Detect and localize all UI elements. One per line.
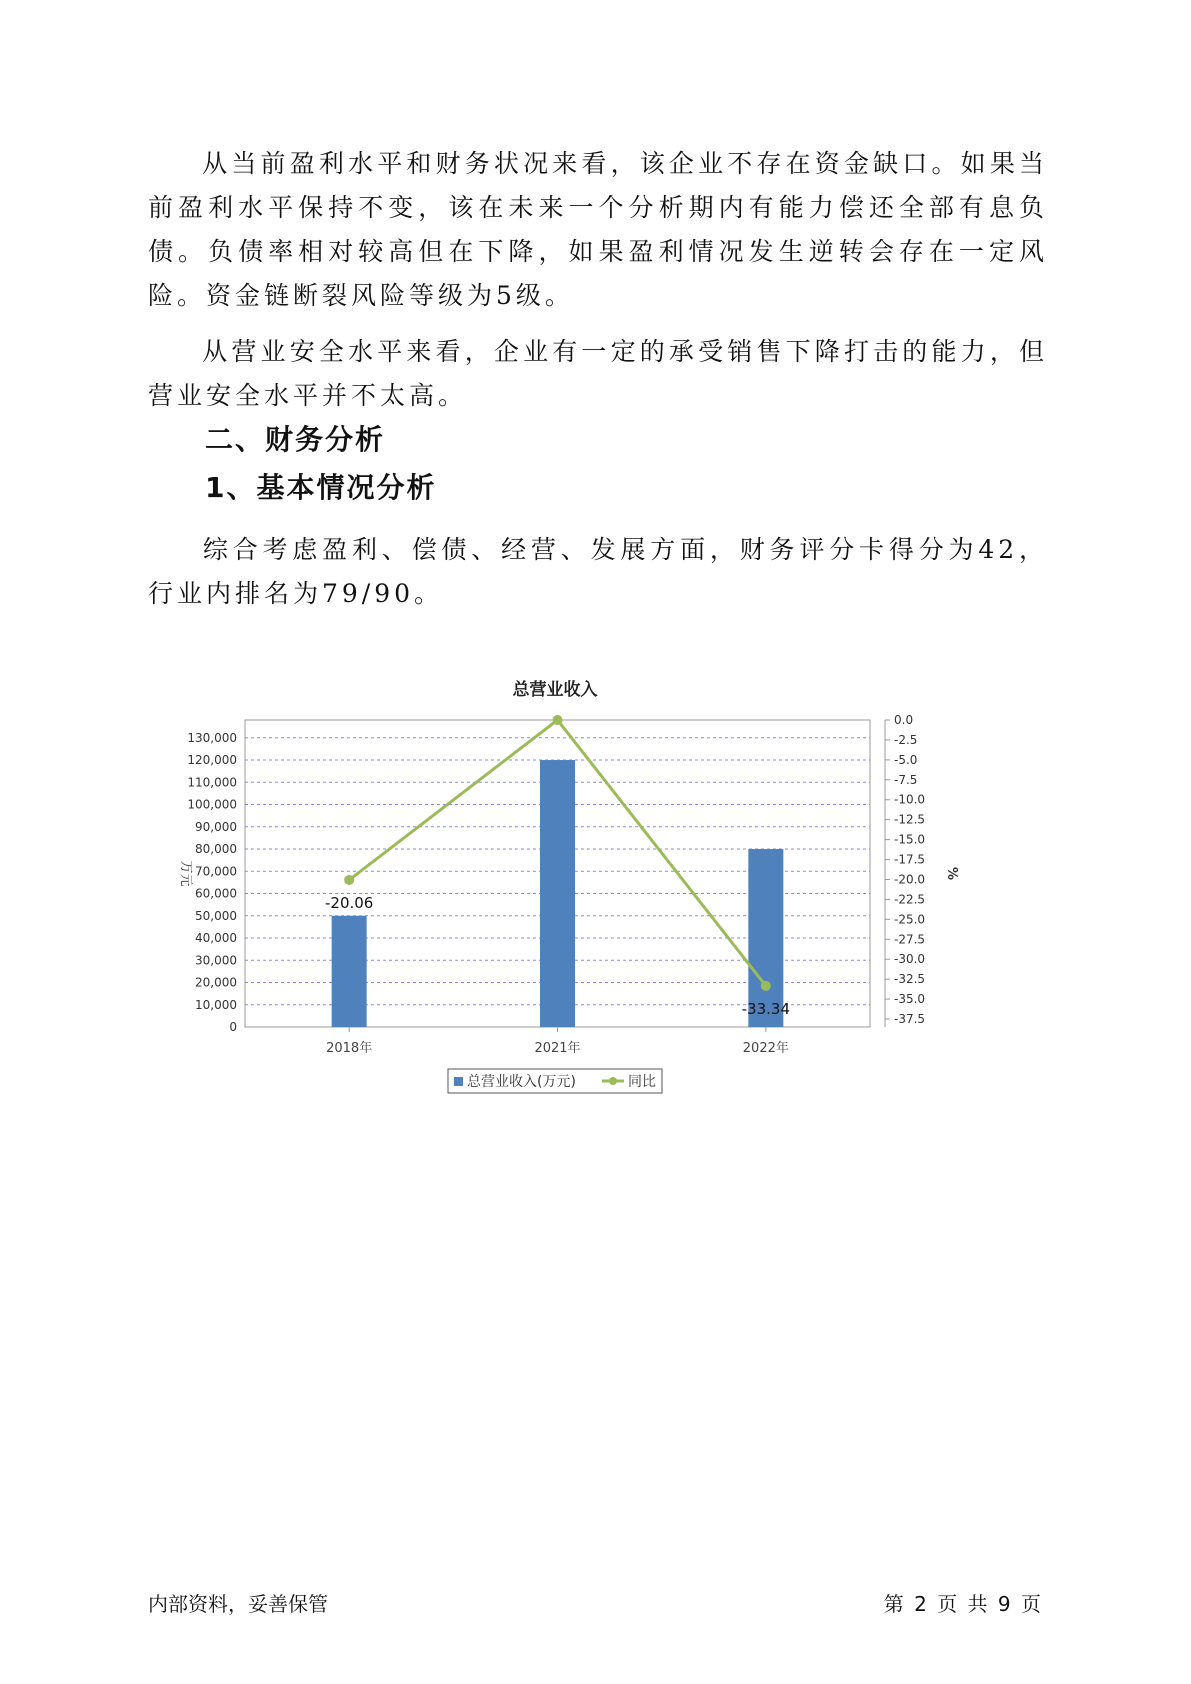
legend-swatch-revenue <box>454 1077 463 1086</box>
revenue-bar <box>332 916 367 1027</box>
y-tick-label: 90,000 <box>195 819 237 834</box>
legend-swatch-yoy-dot <box>609 1077 617 1085</box>
y-tick-label: 80,000 <box>195 842 237 857</box>
y-right-tick-label: -17.5 <box>894 852 926 867</box>
y-right-tick-label: -10.0 <box>894 792 926 807</box>
revenue-chart <box>170 680 1040 1140</box>
section-heading: 二、财务分析 <box>205 423 386 456</box>
y-tick-label: 110,000 <box>187 775 237 790</box>
y-tick-label: 20,000 <box>195 975 237 990</box>
subsection-heading: 1、基本情况分析 <box>205 471 437 504</box>
y-right-tick-label: -27.5 <box>894 932 926 947</box>
paragraph-operating-safety-text: 从营业安全水平来看，企业有一定的承受销售下降打击的能力，但营业安全水平并不太高。 <box>148 337 1048 410</box>
y-right-tick-label: 0.0 <box>894 713 914 727</box>
y-right-tick-label: -22.5 <box>894 892 926 907</box>
y-tick-label: 100,000 <box>187 797 237 812</box>
y-right-tick-label: -12.5 <box>894 812 926 827</box>
y-tick-label: 120,000 <box>187 753 237 768</box>
y-tick-label: 60,000 <box>195 886 237 901</box>
footer-confidential: 内部资料，妥善保管 <box>148 1592 328 1616</box>
revenue-chart-svg <box>170 680 1040 1140</box>
legend-label-revenue: 总营业收入(万元) <box>467 1074 576 1090</box>
y-right-tick-label: -35.0 <box>894 992 926 1007</box>
y-tick-label: 40,000 <box>195 931 237 946</box>
y-tick-label: 130,000 <box>187 730 237 745</box>
y-tick-label: 70,000 <box>195 864 237 879</box>
y-tick-label: 0 <box>229 1020 237 1034</box>
x-tick-label: 2022年 <box>742 1041 789 1056</box>
y-right-tick-label: -30.0 <box>894 952 926 967</box>
y-right-tick-label: -15.0 <box>894 832 926 847</box>
revenue-bar <box>540 760 575 1027</box>
y-tick-label: 30,000 <box>195 953 237 968</box>
yoy-point <box>761 981 771 991</box>
y-right-tick-label: -5.0 <box>894 752 918 767</box>
y-tick-label: 50,000 <box>195 908 237 923</box>
y-tick-label: 10,000 <box>195 997 237 1012</box>
yoy-data-label: -33.34 <box>741 999 791 1018</box>
y-axis-label: 万元 <box>178 860 193 887</box>
yoy-point <box>344 875 354 885</box>
footer-page-number: 第 2 页 共 9 页 <box>883 1592 1043 1616</box>
y-right-tick-label: -32.5 <box>894 972 926 987</box>
paragraph-funding-gap <box>148 142 1048 318</box>
y-right-tick-label: -37.5 <box>894 1012 926 1027</box>
paragraph-scorecard-text: 综合考虑盈利、偿债、经营、发展方面，财务评分卡得分为42，行业内排名为79/90。 <box>148 535 1048 608</box>
y-right-tick-label: -7.5 <box>894 772 918 787</box>
paragraph-operating-safety <box>148 330 1048 418</box>
y-right-tick-label: -25.0 <box>894 912 926 927</box>
chart-title: 总营业收入 <box>512 680 598 700</box>
y-right-tick-label: -2.5 <box>894 732 918 747</box>
y-right-tick-label: -20.0 <box>894 872 926 887</box>
x-tick-label: 2018年 <box>326 1041 373 1056</box>
x-tick-label: 2021年 <box>534 1041 581 1056</box>
yoy-point <box>553 715 563 725</box>
paragraph-scorecard <box>148 528 1048 616</box>
y-right-axis-label: % <box>944 866 959 881</box>
legend-label-yoy: 同比 <box>628 1074 656 1090</box>
paragraph-funding-gap-text: 从当前盈利水平和财务状况来看，该企业不存在资金缺口。如果当前盈利水平保持不变，该在未来一个分析期内有能力偿还全部有息负债。负债率相对较高但在下降，如果盈利情况发生逆转会存在一定风险。资金链断裂风险等级为5级。 <box>148 149 1048 310</box>
yoy-data-label: -20.06 <box>324 893 374 912</box>
